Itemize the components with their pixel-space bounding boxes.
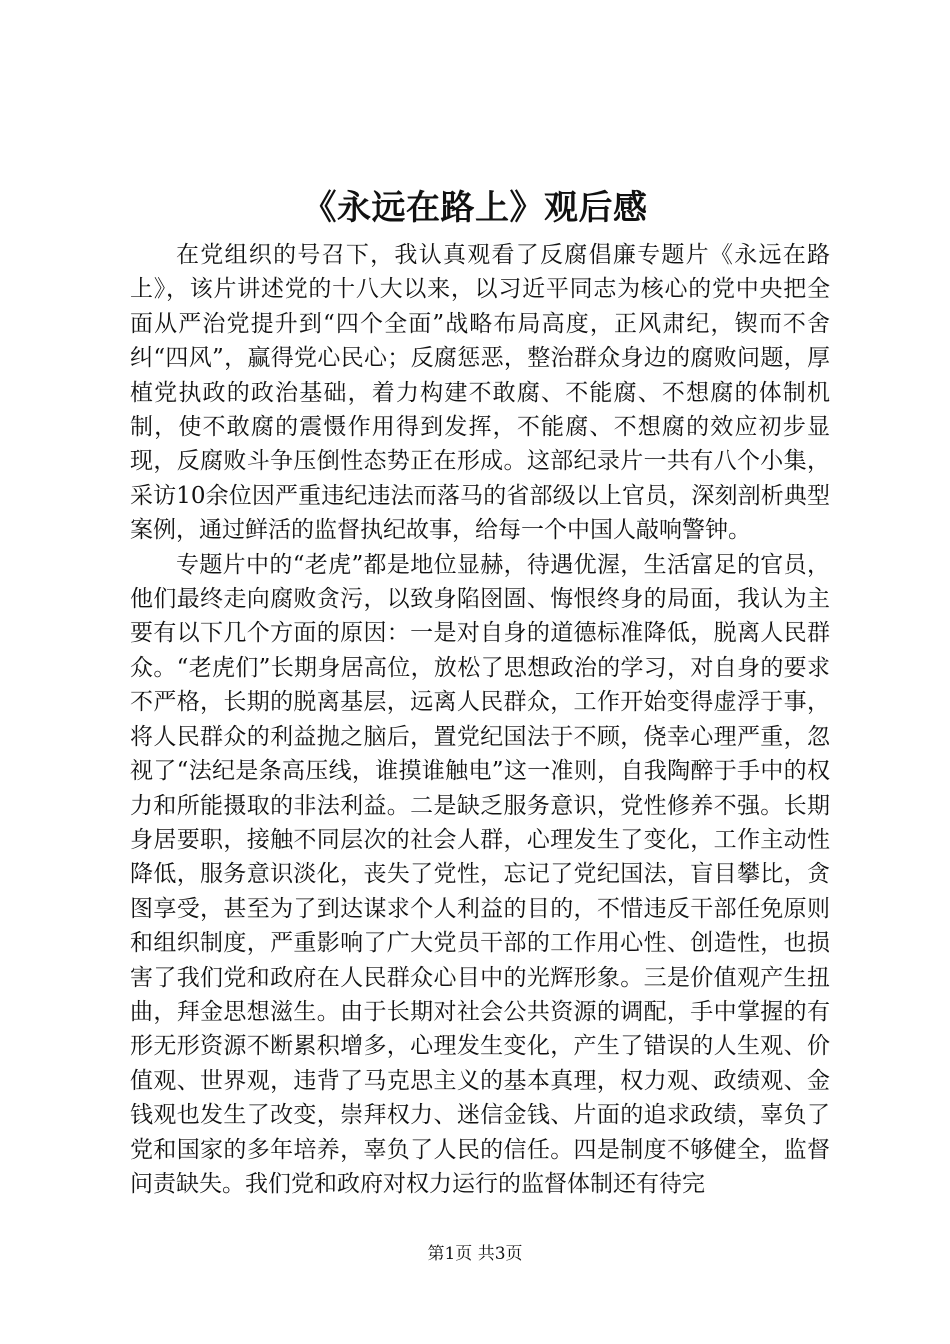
page-number: 第1页 共3页 (427, 1244, 523, 1264)
document-body (130, 238, 830, 1201)
paragraph-analysis: 专题片中的“老虎”都是地位显赫，待遇优渥，生活富足的官员，他们最终走向腐败贪污，以致身陷囹圄、悔恨终身的局面，我认为主要有以下几个方面的原因：一是对自身的道德标准降低，脱离人民群众。“老虎们”长期身居高位，放松了思想政治的学习，对自身的要求不严格，长期的脱离基层，远离人民群众，工作开始变得虚浮于事，将人民群众的利益抛之脑后，置党纪国法于不顾，侥幸心理严重，忽视了“法纪是条高压线，谁摸谁触电”这一准则，自我陶醉于手中的权力和所能摄取的非法利益。二是缺乏服务意识，党性修养不强。长期身居要职，接触不同层次的社会人群，心理发生了变化，工作主动性降低，服务意识淡化，丧失了党性，忘记了党纪国法，盲目攀比，贪图享受，甚至为了到达谋求个人利益的目的，不惜违反干部任免原则和组织制度，严重影响了广大党员干部的工作用心性、创造性，也损害了我们党和政府在人民群众心目中的光辉形象。三是价值观产生扭曲，拜金思想滋生。由于长期对社会公共资源的调配，手中掌握的有形无形资源不断累积增多，心理发生变化，产生了错误的人生观、价值观、世界观，违背了马克思主义的基本真理，权力观、政绩观、金钱观也发生了改变，崇拜权力、迷信金钱、片面的追求政绩，辜负了党和国家的多年培养，辜负了人民的信任。四是制度不够健全，监督问责缺失。我们党和政府对权力运行的监督体制还有待完 (130, 551, 830, 1197)
document-title: 《永远在路上》观后感 (302, 188, 648, 228)
paragraph-intro: 在党组织的号召下，我认真观看了反腐倡廉专题片《永远在路上》，该片讲述党的十八大以来，以习近平同志为核心的党中央把全面从严治党提升到“四个全面”战略布局高度，正风肃纪，锲而不舍纠“四风”，赢得党心民心；反腐惩恶，整治群众身边的腐败问题，厚植党执政的政治基础，着力构建不敢腐、不能腐、不想腐的体制机制，使不敢腐的震慑作用得到发挥，不能腐、不想腐的效应初步显现，反腐败斗争压倒性态势正在形成。这部纪录片一共有八个小集，采访10余位因严重违纪违法而落马的省部级以上官员，深刻剖析典型案例，通过鲜活的监督执纪故事，给每一个中国人敲响警钟。 (130, 242, 830, 544)
